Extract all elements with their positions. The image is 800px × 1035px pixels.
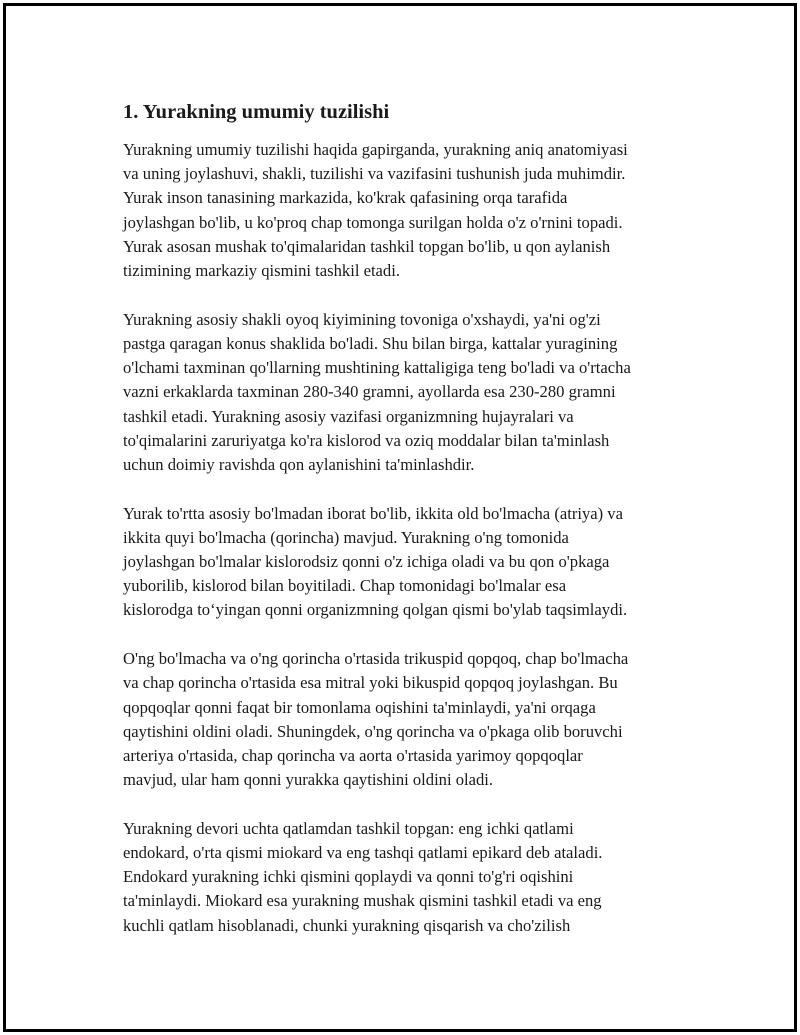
text-line: arteriya o'rtasida, chap qorincha va aorta o'rtasida yarimoy qopqoqlar — [123, 745, 583, 765]
text-line: Endokard yurakning ichki qismini qoplaydi va qonni to'g'ri oqishini — [123, 867, 574, 887]
text-line: vazni erkaklarda taxminan 280-340 gramni, ayollarda esa 230-280 gramni — [123, 382, 616, 402]
section-title: 1. Yurakning umumiy tuzilishi — [123, 101, 390, 123]
page-border — [3, 3, 797, 1032]
text-line: tizimining markaziy qismini tashkil etadi. — [123, 261, 400, 281]
text-line: Yurak asosan mushak to'qimalaridan tashkil topgan bo'lib, u qon aylanish — [123, 236, 611, 256]
text-line: qaytishini oldini oladi. Shuningdek, o'ng qorincha va o'pkaga olib boruvchi — [123, 721, 623, 741]
text-line: to'qimalarini zaruriyatga ko'ra kislorod va oziq moddalar bilan ta'minlash — [123, 430, 610, 450]
text-line: mavjud, ular ham qonni yurakka qaytishini oldini oladi. — [123, 770, 494, 790]
text-line: joylashgan bo'lmalar kislorodsiz qonni o'z ichiga oladi va bu qon o'pkaga — [123, 552, 610, 572]
text-line: uchun doimiy ravishda qon aylanishini ta'minlashdir. — [123, 454, 475, 474]
text-line: Yurakning umumiy tuzilishi haqida gapirganda, yurakning aniq anatomiyasi — [123, 140, 628, 159]
paragraph-2 — [123, 308, 701, 477]
text-line: Yurakning devori uchta qatlamdan tashkil topgan: eng ichki qatlami — [123, 818, 574, 838]
text-line: kuchli qatlam hisoblanadi, chunki yurakning qisqarish va cho'zilish — [123, 915, 571, 935]
text-line: va chap qorincha o'rtasida esa mitral yoki bikuspid qopqoq joylashgan. Bu — [123, 673, 618, 693]
text-line: qopqoqlar qonni faqat bir tomonlama oqishini ta'minlaydi, ya'ni orqaga — [123, 697, 596, 717]
text-line: endokard, o'rta qismi miokard va eng tashqi qatlami epikard deb ataladi. — [123, 843, 603, 863]
text-line: va uning joylashuvi, shakli, tuzilishi va vazifasini tushunish juda muhimdir. — [123, 164, 626, 184]
paragraph-3 — [123, 502, 701, 623]
paragraph-4 — [123, 647, 701, 792]
text-line: o'lchami taxminan qo'llarning mushtining kattaligiga teng bo'ladi va o'rtacha — [123, 358, 631, 378]
text-line: pastga qaragan konus shaklida bo'ladi. Shu bilan birga, kattalar yuragining — [123, 333, 618, 353]
document-body — [121, 98, 701, 962]
text-line: ta'minlaydi. Miokard esa yurakning mushak qismini tashkil etadi va eng — [123, 891, 602, 911]
paragraph-5 — [123, 817, 701, 938]
text-line: joylashgan bo'lib, u ko'proq chap tomonga surilgan holda o'z o'rnini topadi. — [123, 212, 623, 232]
text-line: ikkita quyi bo'lmacha (qorincha) mavjud. Yurakning o'ng tomonida — [123, 527, 569, 547]
paragraph-1 — [123, 138, 701, 283]
text-line: yuborilib, kislorod bilan boyitiladi. Chap tomonidagi bo'lmalar esa — [123, 576, 567, 596]
text-line: kislorodga to‘yingan qonni organizmning qolgan qismi bo'ylab taqsimlaydi. — [123, 600, 628, 620]
text-line: tashkil etadi. Yurakning asosiy vazifasi organizmning hujayralari va — [123, 406, 574, 426]
text-line: Yurak inson tanasining markazida, ko'krak qafasining orqa tarafida — [123, 188, 568, 208]
text-line: Yurakning asosiy shakli oyoq kiyimining tovoniga o'xshaydi, ya'ni og'zi — [123, 309, 601, 329]
text-line: Yurak to'rtta asosiy bo'lmadan iborat bo'lib, ikkita old bo'lmacha (atriya) va — [123, 503, 623, 523]
text-line: O'ng bo'lmacha va o'ng qorincha o'rtasida trikuspid qopqoq, chap bo'lmacha — [123, 649, 629, 669]
